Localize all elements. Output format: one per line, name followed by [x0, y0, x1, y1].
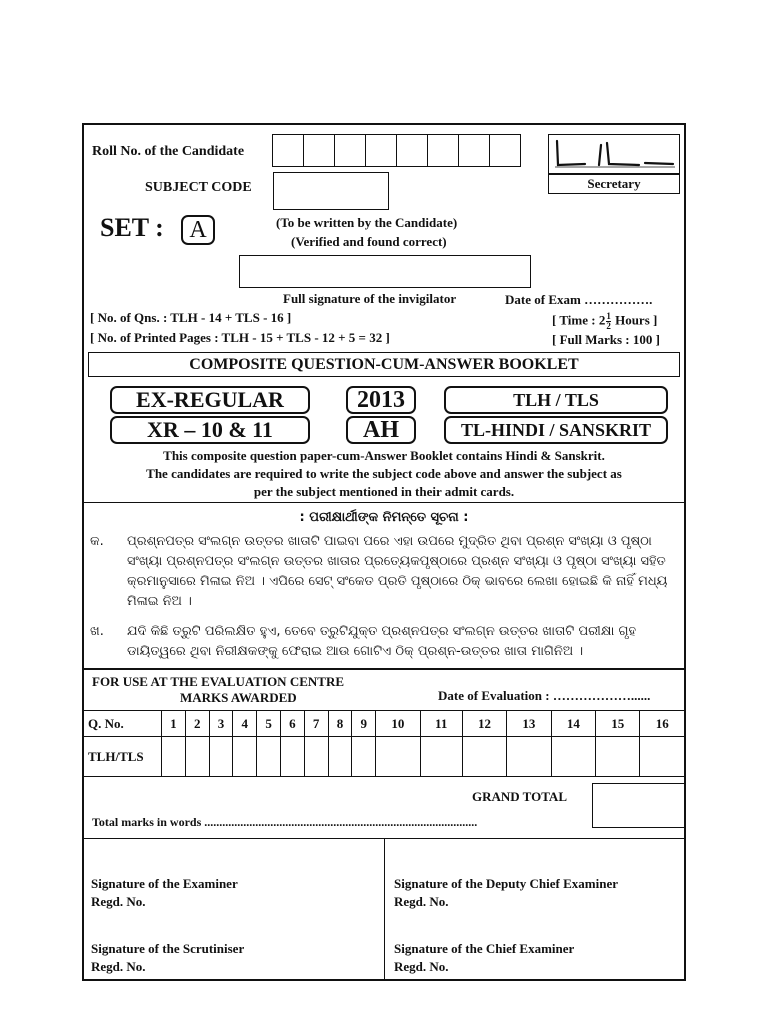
q-number: 4 [233, 711, 257, 737]
date-of-exam: Date of Exam ……………. [505, 292, 653, 307]
roll-number-boxes[interactable] [273, 134, 521, 167]
marks-table [83, 710, 685, 777]
chief-examiner-regd-label: Regd. No. [394, 959, 449, 974]
marks-cell[interactable] [640, 737, 685, 777]
deputy-chief-signature-label: Signature of the Deputy Chief Examiner [394, 876, 619, 891]
q-number: 1 [162, 711, 186, 737]
instruction-item-1: ପ୍ରଶ୍ନପତ୍ର ସଂଲଗ୍ନ ଉତ୍ତର ଖାତାଟି ପାଇବା ପରେ ଏହା ଉପରେ ମୁଦ୍ରିତ ଥିବା ପ୍ରଶ୍ନ ସଂଖ୍ୟା ଓ ପୃଷ୍ଠା ସଂଖ୍ୟା ପ୍ରଶ୍ନପତ୍ର ସଂଲଗ୍ନ ଉତ୍ତର ଖାତାର ପ୍ରତ୍ୟେକପୃଷ୍ଠାରେ ପ୍ରଶ୍ନ ସଂଖ୍ୟା ଓ ପୃଷ୍ଠା ସଂଖ୍ୟା ସହିତ କ୍ରମାନୁସାରେ ମିଳାଇ ନିଅ । ଏପିରେ ସେଟ୍ ସଂକେତ ପ୍ରତି ପୃଷ୍ଠାରେ ଠିକ୍ ଭାବରେ ଲେଖା ହୋଇଛି କି ନାହିଁ ମଧ୍ୟ ମିଳାଇ ନିଅ । [127, 534, 668, 609]
subject-code-input[interactable] [273, 172, 389, 210]
marks-cell[interactable] [462, 737, 506, 777]
examiner-signature-label: Signature of the Examiner [91, 876, 238, 891]
marks-awarded-label: MARKS AWARDED [180, 690, 297, 705]
verified-note: (Verified and found correct) [291, 234, 447, 249]
question-number-row [84, 711, 685, 737]
marks-cell[interactable] [185, 737, 209, 777]
subject-name-badge: TL-HINDI / SANSKRIT [444, 416, 668, 444]
deputy-chief-signature[interactable] [394, 875, 618, 911]
number-of-pages: [ No. of Printed Pages : TLH - 15 + TLS - 12 + 5 = 32 ] [90, 330, 390, 345]
time-allowed: [ Time : 2 $\frac{1}{2}$ Hours ] [552, 311, 658, 331]
q-no-header: Q. No. [84, 711, 162, 737]
roll-number-label: Roll No. of the Candidate [92, 144, 245, 159]
exam-year-badge: 2013 [346, 386, 416, 414]
q-number: 9 [352, 711, 376, 737]
marks-row [84, 737, 685, 777]
secretary-label: Secretary [548, 174, 680, 194]
marks-cell[interactable] [328, 737, 352, 777]
instruction-marker-1: କ. [90, 534, 104, 549]
full-marks: [ Full Marks : 100 ] [552, 332, 660, 347]
q-number: 3 [209, 711, 233, 737]
scrutiniser-regd-label: Regd. No. [91, 959, 146, 974]
booklet-title: COMPOSITE QUESTION-CUM-ANSWER BOOKLET [88, 352, 680, 377]
q-number: 16 [640, 711, 685, 737]
number-of-questions: [ No. of Qns. : TLH - 14 + TLS - 16 ] [90, 310, 292, 325]
scrutiniser-signature-label: Signature of the Scrutiniser [91, 941, 245, 956]
set-value-box: A [181, 215, 215, 245]
candidate-note: (To be written by the Candidate) [276, 215, 458, 230]
set-label: SET : [100, 213, 164, 242]
marks-cell[interactable] [162, 737, 186, 777]
examiner-signature[interactable] [91, 875, 238, 911]
info-line-3: per the subject mentioned in their admit cards. [253, 484, 515, 499]
marks-cell[interactable] [551, 737, 595, 777]
info-line-2: The candidates are required to write the subject code above and answer the subject as [146, 466, 622, 481]
instruction-marker-2: ଖ. [90, 624, 104, 639]
marks-cell[interactable] [209, 737, 233, 777]
grand-total-box[interactable] [592, 783, 685, 828]
q-number: 6 [280, 711, 304, 737]
instruction-item-2: ଯଦି କିଛି ତ୍ରୁଟି ପରିଲକ୍ଷିତ ହୁଏ, ତେବେ ତ୍ରୁଟିଯୁକ୍ତ ପ୍ରଶ୍ନପତ୍ର ସଂଲଗ୍ନ ଉତ୍ତର ଖାତାଟି ପରୀକ୍ଷା ଗୃହ ଡାୟିତ୍ୱରେ ଥିବା ନିରୀକ୍ଷକଙ୍କୁ ଫେରାଇ ଆଉ ଗୋଟିଏ ଠିକ୍ ପ୍ରଶ୍ନ-ଉତ୍ତର ଖାତା ମାଗିନିଅ । [127, 624, 637, 659]
q-number: 8 [328, 711, 352, 737]
grand-total-label: GRAND TOTAL [472, 789, 567, 804]
examiner-regd-label: Regd. No. [91, 894, 146, 909]
chief-examiner-signature[interactable] [394, 940, 574, 976]
marks-cell[interactable] [352, 737, 376, 777]
q-number: 7 [304, 711, 328, 737]
marks-cell[interactable] [507, 737, 551, 777]
exam-class-badge: XR – 10 & 11 [110, 416, 310, 444]
booklet-info [84, 447, 684, 501]
q-number: 5 [257, 711, 281, 737]
invigilator-signature-box[interactable] [239, 255, 531, 288]
q-number: 11 [420, 711, 462, 737]
marks-cell[interactable] [420, 737, 462, 777]
marks-cell[interactable] [280, 737, 304, 777]
marks-cell[interactable] [596, 737, 640, 777]
invigilator-label: Full signature of the invigilator [283, 291, 457, 306]
q-number: 14 [551, 711, 595, 737]
exam-code-badge: AH [346, 416, 416, 444]
scrutiniser-signature[interactable] [91, 940, 244, 976]
marks-cell[interactable] [233, 737, 257, 777]
subject-code-badge: TLH / TLS [444, 386, 668, 414]
q-number: 13 [507, 711, 551, 737]
q-number: 15 [596, 711, 640, 737]
marks-cell[interactable] [376, 737, 420, 777]
date-of-evaluation: Date of Evaluation : ………………...... [438, 688, 651, 703]
marks-cell[interactable] [257, 737, 281, 777]
chief-examiner-signature-label: Signature of the Chief Examiner [394, 941, 575, 956]
secretary-signature-image [549, 135, 677, 171]
marks-row-label: TLH/TLS [84, 737, 162, 777]
evaluation-centre-label: FOR USE AT THE EVALUATION CENTRE [92, 674, 345, 689]
instructions-title: : ପରୀକ୍ଷାର୍ଥୀଙ୍କ ନିମନ୍ତେ ସୂଚନା : [299, 510, 469, 525]
marks-cell[interactable] [304, 737, 328, 777]
secretary-signature-box [548, 134, 680, 174]
q-number: 12 [462, 711, 506, 737]
deputy-chief-regd-label: Regd. No. [394, 894, 449, 909]
subject-code-label: SUBJECT CODE [145, 180, 252, 195]
exam-type-badge: EX-REGULAR [110, 386, 310, 414]
q-number: 2 [185, 711, 209, 737]
total-marks-in-words[interactable]: Total marks in words ........................................................................................... [92, 815, 478, 829]
info-line-1: This composite question paper-cum-Answer Booklet contains Hindi & Sanskrit. [163, 448, 605, 463]
q-number: 10 [376, 711, 420, 737]
